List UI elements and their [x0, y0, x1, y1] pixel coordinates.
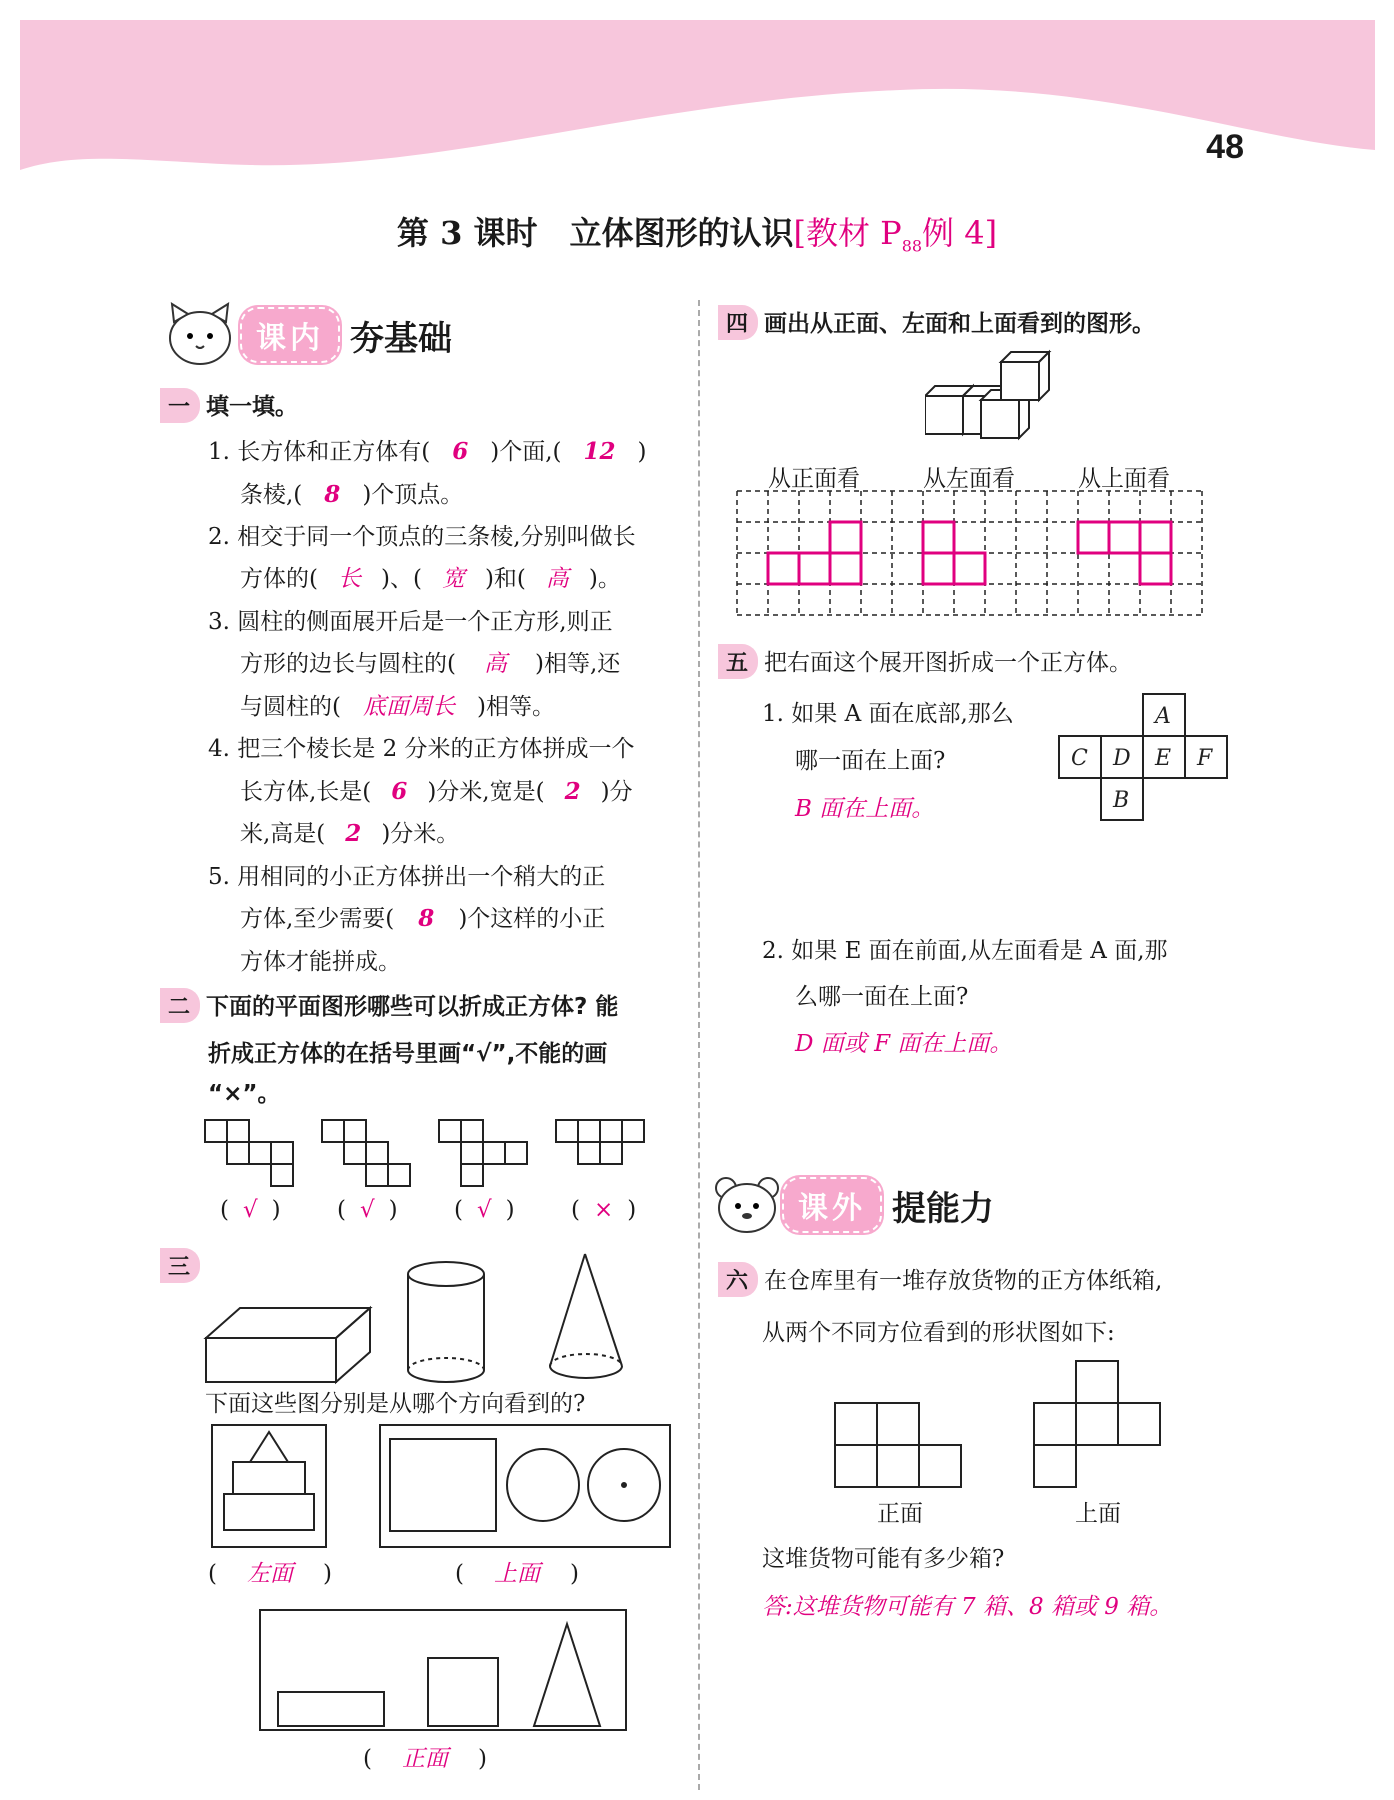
section-pill: 课内: [240, 307, 340, 363]
q4-grid: [736, 490, 1210, 620]
q6-views: [830, 1355, 1170, 1495]
q5-cube-net: [1058, 692, 1238, 827]
q5-answer-1: B 面在上面。: [795, 796, 935, 822]
page-number: 48: [1206, 128, 1244, 166]
q6-front-label: 正面: [877, 1501, 923, 1527]
q3-views: [200, 1420, 680, 1770]
q1-line-2: 条棱,( 8 )个顶点。: [240, 481, 464, 508]
q2-line-2: 折成正方体的在括号里画“√”,不能的画: [208, 1041, 608, 1067]
q1-line-12: 方体,至少需要( 8 )个这样的小正: [240, 905, 606, 932]
q5-answer-2: D 面或 F 面在上面。: [795, 1031, 1013, 1057]
q1-line-4: 方体的( 长 )、( 宽 )和( 高 )。: [240, 566, 621, 592]
q6-top-label: 上面: [1075, 1501, 1121, 1527]
face-F: F: [1197, 746, 1213, 771]
face-D: D: [1113, 746, 1131, 771]
q5-part2-line1: 2. 如果 E 面在前面,从左面看是 A 面,那: [762, 938, 1168, 964]
q3-answer-3: ( 正面 ): [363, 1746, 487, 1772]
q6-number: 六: [718, 1262, 758, 1297]
q4-label-left: 从左面看: [923, 466, 1015, 492]
section-label: 提能力: [892, 1188, 994, 1229]
q1-line-8: 4. 把三个棱长是 2 分米的正方体拼成一个: [208, 736, 635, 762]
q4-label-front: 从正面看: [768, 466, 860, 492]
front-view: [835, 1403, 961, 1487]
q2-answer-3: ( √ ): [454, 1197, 515, 1223]
q6-line-2: 从两个不同方位看到的形状图如下:: [762, 1320, 1115, 1346]
q2-line-1: 二 下面的平面图形哪些可以折成正方体? 能: [160, 988, 618, 1023]
q1-line-1: 1. 长方体和正方体有( 6 )个面,( 12 ): [208, 438, 647, 465]
view-front: [260, 1610, 626, 1730]
cone-shape: [550, 1254, 622, 1378]
cuboid-shape: [206, 1308, 370, 1382]
net-3: [439, 1120, 527, 1186]
q1-line-3: 2. 相交于同一个顶点的三条棱,分别叫做长: [208, 524, 636, 550]
q1-line-11: 5. 用相同的小正方体拼出一个稍大的正: [208, 864, 606, 890]
q6-answer: 答:这堆货物可能有 7 箱、8 箱或 9 箱。: [762, 1594, 1173, 1620]
q5-part1-line1: 1. 如果 A 面在底部,那么: [762, 701, 1014, 727]
q1-heading: [160, 388, 298, 423]
q3-answer-1: ( 左面 ): [208, 1561, 332, 1587]
q1-text: 填一填。: [206, 394, 299, 420]
q1-line-5: 3. 圆柱的侧面展开后是一个正方形,则正: [208, 609, 613, 635]
net-2: [322, 1120, 410, 1186]
view-from-front: [768, 522, 861, 584]
q2-answer-4: ( × ): [571, 1197, 637, 1223]
q5-heading: 五 把右面这个展开图折成一个正方体。: [718, 644, 1132, 679]
q4-solid: [925, 348, 1055, 448]
q4-number: 四: [718, 305, 758, 340]
q2-answer-1: ( √ ): [220, 1197, 281, 1223]
title-reference: [教材 $P_{88}$例 4]: [793, 214, 998, 256]
cat-mascot-icon: [160, 300, 240, 370]
q3-answer-2: ( 上面 ): [455, 1561, 579, 1587]
q4-heading: 四 画出从正面、左面和上面看到的图形。: [718, 305, 1155, 340]
title-main: 第 3 课时 立体图形的认识: [396, 214, 794, 252]
q5-part1-line2: 哪一面在上面?: [795, 748, 946, 774]
view-left: [212, 1425, 326, 1547]
view-from-left: [923, 522, 985, 584]
view-top: [380, 1425, 670, 1547]
q6-line-1: 六 在仓库里有一堆存放货物的正方体纸箱,: [718, 1262, 1162, 1297]
section-label: 夯基础: [350, 318, 452, 359]
face-B: B: [1113, 788, 1130, 813]
net-1: [205, 1120, 293, 1186]
view-from-top: [1078, 522, 1171, 584]
top-view: [1034, 1361, 1160, 1487]
q5-part2-line2: 么哪一面在上面?: [795, 984, 969, 1010]
section-tag-extra: [712, 1170, 994, 1240]
cylinder-shape: [408, 1262, 484, 1382]
face-E: E: [1155, 746, 1172, 771]
q1-line-6: 方形的边长与圆柱的( 高 )相等,还: [240, 651, 621, 677]
page-title: [0, 208, 1394, 255]
q2-nets: [200, 1115, 660, 1195]
bear-mascot-icon: [712, 1170, 782, 1240]
header-band: [0, 0, 1394, 190]
face-C: C: [1071, 746, 1088, 771]
q2-line-3: “×”。: [208, 1081, 281, 1107]
q2-number: 二: [160, 988, 200, 1023]
q1-number: 一: [160, 388, 200, 423]
q1-line-10: 米,高是( 2 )分米。: [240, 820, 460, 847]
q1-line-7: 与圆柱的( 底面周长 )相等。: [240, 694, 555, 720]
q5-number: 五: [718, 644, 758, 679]
q2-answer-2: ( √ ): [337, 1197, 398, 1223]
q3-question: 下面这些图分别是从哪个方向看到的?: [205, 1391, 586, 1417]
section-tag-in-class: [160, 300, 452, 370]
column-divider: [698, 300, 700, 1790]
face-A: A: [1155, 704, 1171, 729]
q1-line-13: 方体才能拼成。: [240, 949, 401, 975]
q6-question: 这堆货物可能有多少箱?: [762, 1546, 1005, 1572]
q3-number: 三: [160, 1248, 200, 1283]
q3-solids: [200, 1250, 650, 1390]
section-pill: 课外: [782, 1177, 882, 1233]
net-4: [556, 1120, 644, 1164]
q4-label-top: 从上面看: [1078, 466, 1170, 492]
q1-line-9: 长方体,长是( 6 )分米,宽是( 2 )分: [240, 778, 633, 805]
